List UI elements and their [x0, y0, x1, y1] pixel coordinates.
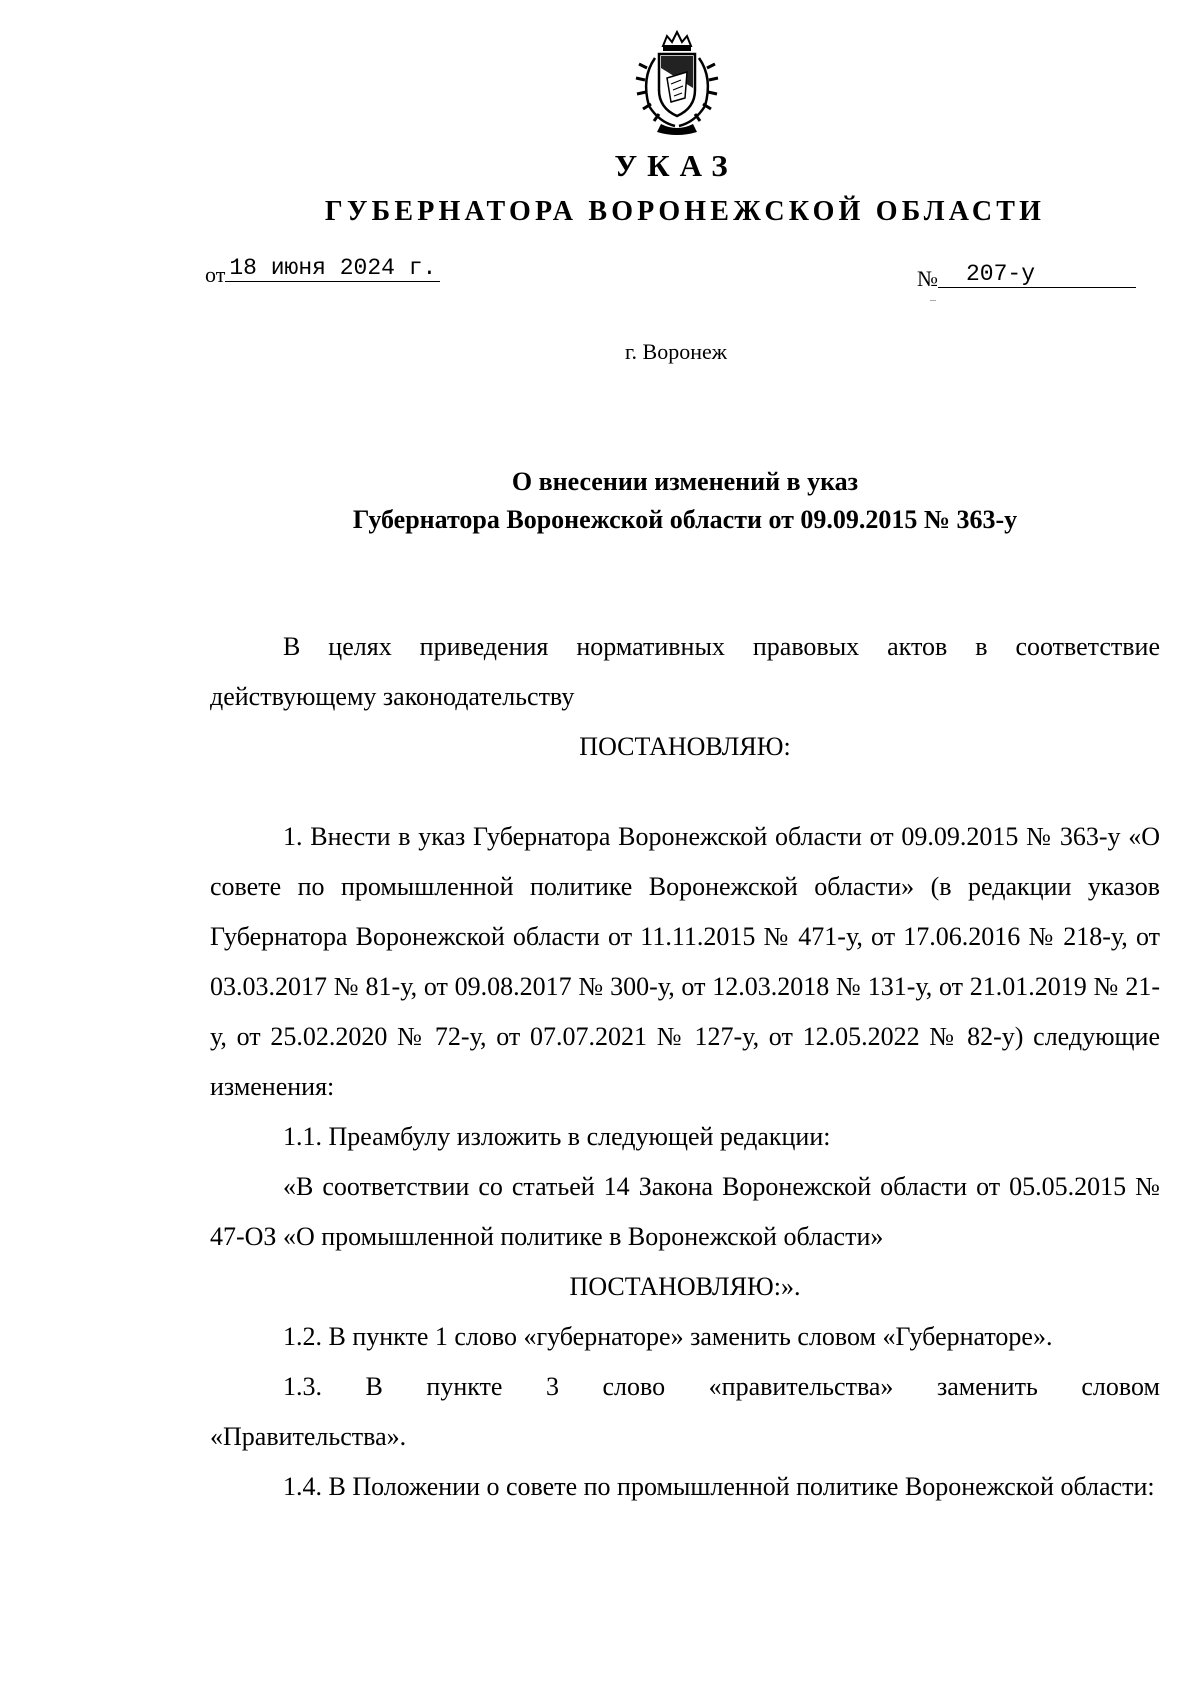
decree-date: 18 июня 2024 г.	[225, 255, 440, 282]
number-sign: №	[917, 266, 938, 291]
item-1-3-word: пункте	[426, 1372, 503, 1401]
scan-speck	[930, 300, 936, 301]
date-prefix: от	[205, 262, 226, 287]
item-1-3-line	[210, 1362, 1160, 1412]
provisions-section	[210, 812, 1160, 1512]
decree-word: ПОСТАНОВЛЯЮ:	[579, 732, 791, 761]
preamble-section	[210, 622, 1160, 772]
item-1-3-word: 1.3.	[283, 1372, 322, 1401]
preamble-paragraph: В целях приведения нормативных правовых актов в соответствие действующему законодательству	[210, 632, 1160, 711]
item-1-1-decree-word: ПОСТАНОВЛЯЮ:».	[569, 1272, 801, 1301]
issuer-title: ГУБЕРНАТОРА ВОРОНЕЖСКОЙ ОБЛАСТИ	[324, 196, 1046, 227]
item-1-3-word: 3	[545, 1372, 559, 1401]
item-1-3-word: «правительства»	[708, 1372, 894, 1401]
item-1-3-word: словом	[1081, 1372, 1160, 1401]
number-line	[917, 261, 1136, 294]
item-1-3-word: В	[365, 1372, 383, 1401]
decree-heading-line-1: О внесении изменений в указ	[511, 467, 859, 496]
decree-number: 207-у	[938, 261, 1136, 288]
item-1-3-word: слово	[602, 1372, 666, 1401]
decree-heading-line-2: Губернатора Воронежской области от 09.09.2015 № 363-у	[352, 505, 1018, 534]
decree-heading	[300, 463, 1070, 539]
item-1-3-tail: «Правительства».	[210, 1422, 407, 1451]
date-line	[205, 255, 440, 290]
item-1-4-paragraph: 1.4. В Положении о совете по промышленной политике Воронежской области:	[283, 1472, 1155, 1501]
item-1-3-word: заменить	[936, 1372, 1038, 1401]
document-type-title: УКАЗ	[614, 148, 738, 183]
city-name: г. Воронеж	[625, 339, 727, 364]
coat-of-arms-emblem	[627, 28, 727, 138]
item-1-2-paragraph: 1.2. В пункте 1 слово «губернаторе» заменить словом «Губернаторе».	[283, 1322, 1053, 1351]
item-1-1-paragraph: 1.1. Преамбулу изложить в следующей редакции:	[283, 1122, 831, 1151]
item-1-paragraph: 1. Внести в указ Губернатора Воронежской области от 09.09.2015 № 363-у «О совете по промышленной политике Воронежской области» (в редакции указов Губернатора Воронежской области от 11.11.2015 № 471-у, от 17.06.2016 № 218-у, от 03.03.2017 № 81-у, от 09.08.2017 № 300-у, от 12.03.2018 № 131-у, от 21.01.2019 № 21-у, от 25.02.2020 № 72-у, от 07.07.2021 № 127-у, от 12.05.2022 № 82-у) следующие изменения:	[210, 822, 1160, 1101]
item-1-1-quote: «В соответствии со статьей 14 Закона Воронежской области от 05.05.2015 № 47-ОЗ «О промышленной политике в Воронежской области»	[210, 1172, 1160, 1251]
